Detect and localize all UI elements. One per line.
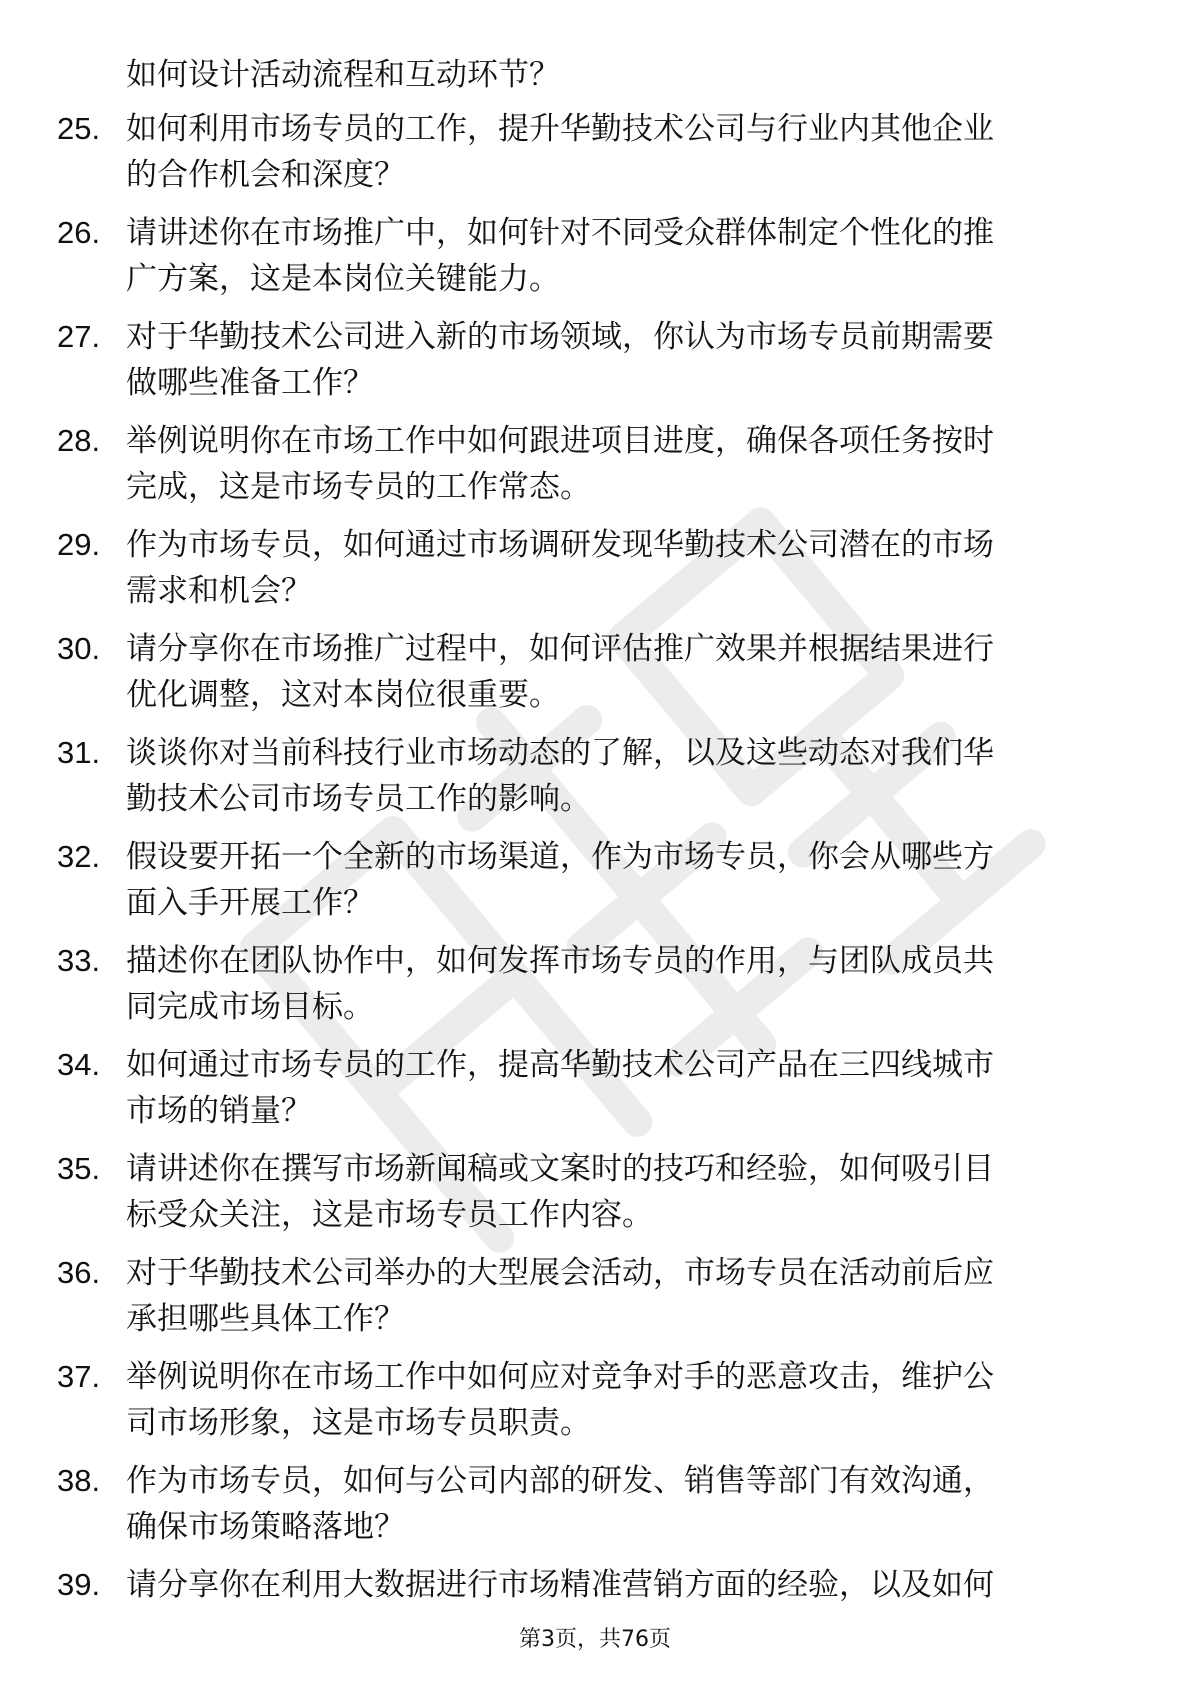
question-item (0, 626, 1190, 730)
question-item (0, 106, 1190, 210)
question-number: 26. (57, 215, 101, 250)
question-line: 完成，这是市场专员的工作常态。 (126, 469, 591, 505)
question-number: 25. (57, 111, 101, 146)
question-line: 承担哪些具体工作？ (126, 1301, 405, 1337)
question-item (0, 1458, 1190, 1562)
question-number: 39. (57, 1567, 101, 1602)
question-number: 28. (57, 423, 101, 458)
question-text (126, 834, 1111, 926)
page-footer: 第3页，共76页 (519, 1627, 671, 1652)
question-line: 勤技术公司市场专员工作的影响。 (126, 781, 591, 817)
question-line: 举例说明你在市场工作中如何应对竞争对手的恶意攻击，维护公 (126, 1359, 994, 1395)
question-text (126, 938, 1111, 1030)
question-item (0, 418, 1190, 522)
question-text (126, 522, 1111, 614)
question-number: 38. (57, 1463, 101, 1498)
question-line: 假设要开拓一个全新的市场渠道，作为市场专员，你会从哪些方 (126, 839, 994, 875)
question-line: 做哪些准备工作？ (126, 365, 374, 401)
question-item (0, 1146, 1190, 1250)
question-line: 对于华勤技术公司举办的大型展会活动，市场专员在活动前后应 (126, 1255, 994, 1291)
question-text (126, 1146, 1111, 1238)
question-number: 27. (57, 319, 101, 354)
question-number: 29. (57, 527, 101, 562)
question-line: 确保市场策略落地？ (126, 1509, 405, 1545)
question-number: 36. (57, 1255, 101, 1290)
question-number: 33. (57, 943, 101, 978)
question-number: 34. (57, 1047, 101, 1082)
question-text (126, 1250, 1111, 1342)
question-line: 市场的销量？ (126, 1093, 312, 1129)
question-line: 司市场形象，这是市场专员职责。 (126, 1405, 591, 1441)
question-text (126, 626, 1111, 718)
question-line: 请分享你在利用大数据进行市场精准营销方面的经验，以及如何 (126, 1567, 994, 1603)
question-item (0, 1042, 1190, 1146)
question-line: 请分享你在市场推广过程中，如何评估推广效果并根据结果进行 (126, 631, 994, 667)
question-line: 描述你在团队协作中，如何发挥市场专员的作用，与团队成员共 (126, 943, 994, 979)
question-text (126, 730, 1111, 822)
question-line: 的合作机会和深度？ (126, 157, 405, 193)
question-number: 30. (57, 631, 101, 666)
question-item (0, 210, 1190, 314)
question-item (0, 834, 1190, 938)
question-line: 需求和机会？ (126, 573, 312, 609)
question-line: 谈谈你对当前科技行业市场动态的了解，以及这些动态对我们华 (126, 735, 994, 771)
question-text (126, 1562, 1111, 1608)
question-text (126, 314, 1111, 406)
question-line: 标受众关注，这是市场专员工作内容。 (126, 1197, 653, 1233)
question-item (0, 1250, 1190, 1354)
question-number: 35. (57, 1151, 101, 1186)
question-number: 37. (57, 1359, 101, 1394)
question-item (0, 314, 1190, 418)
question-number: 31. (57, 735, 101, 770)
continued-question-text: 如何设计活动流程和互动环节？ (126, 57, 560, 93)
question-line: 优化调整，这对本岗位很重要。 (126, 677, 560, 713)
question-line: 面入手开展工作？ (126, 885, 374, 921)
question-text (126, 1042, 1111, 1134)
question-list (0, 106, 1190, 1666)
question-item (0, 1354, 1190, 1458)
question-text (126, 1354, 1111, 1446)
question-text (126, 106, 1111, 198)
question-line: 广方案，这是本岗位关键能力。 (126, 261, 560, 297)
question-line: 如何通过市场专员的工作，提高华勤技术公司产品在三四线城市 (126, 1047, 994, 1083)
question-item (0, 938, 1190, 1042)
question-text (126, 1458, 1111, 1550)
question-line: 作为市场专员，如何通过市场调研发现华勤技术公司潜在的市场 (126, 527, 994, 563)
question-line: 同完成市场目标。 (126, 989, 374, 1025)
question-line: 请讲述你在撰写市场新闻稿或文案时的技巧和经验，如何吸引目 (126, 1151, 994, 1187)
question-line: 请讲述你在市场推广中，如何针对不同受众群体制定个性化的推 (126, 215, 994, 251)
question-text (126, 418, 1111, 510)
question-line: 如何利用市场专员的工作，提升华勤技术公司与行业内其他企业 (126, 111, 994, 147)
question-item (0, 730, 1190, 834)
question-line: 作为市场专员，如何与公司内部的研发、销售等部门有效沟通， (126, 1463, 994, 1499)
question-number: 32. (57, 839, 101, 874)
question-line: 对于华勤技术公司进入新的市场领域，你认为市场专员前期需要 (126, 319, 994, 355)
question-item (0, 522, 1190, 626)
question-text (126, 210, 1111, 302)
question-line: 举例说明你在市场工作中如何跟进项目进度，确保各项任务按时 (126, 423, 994, 459)
